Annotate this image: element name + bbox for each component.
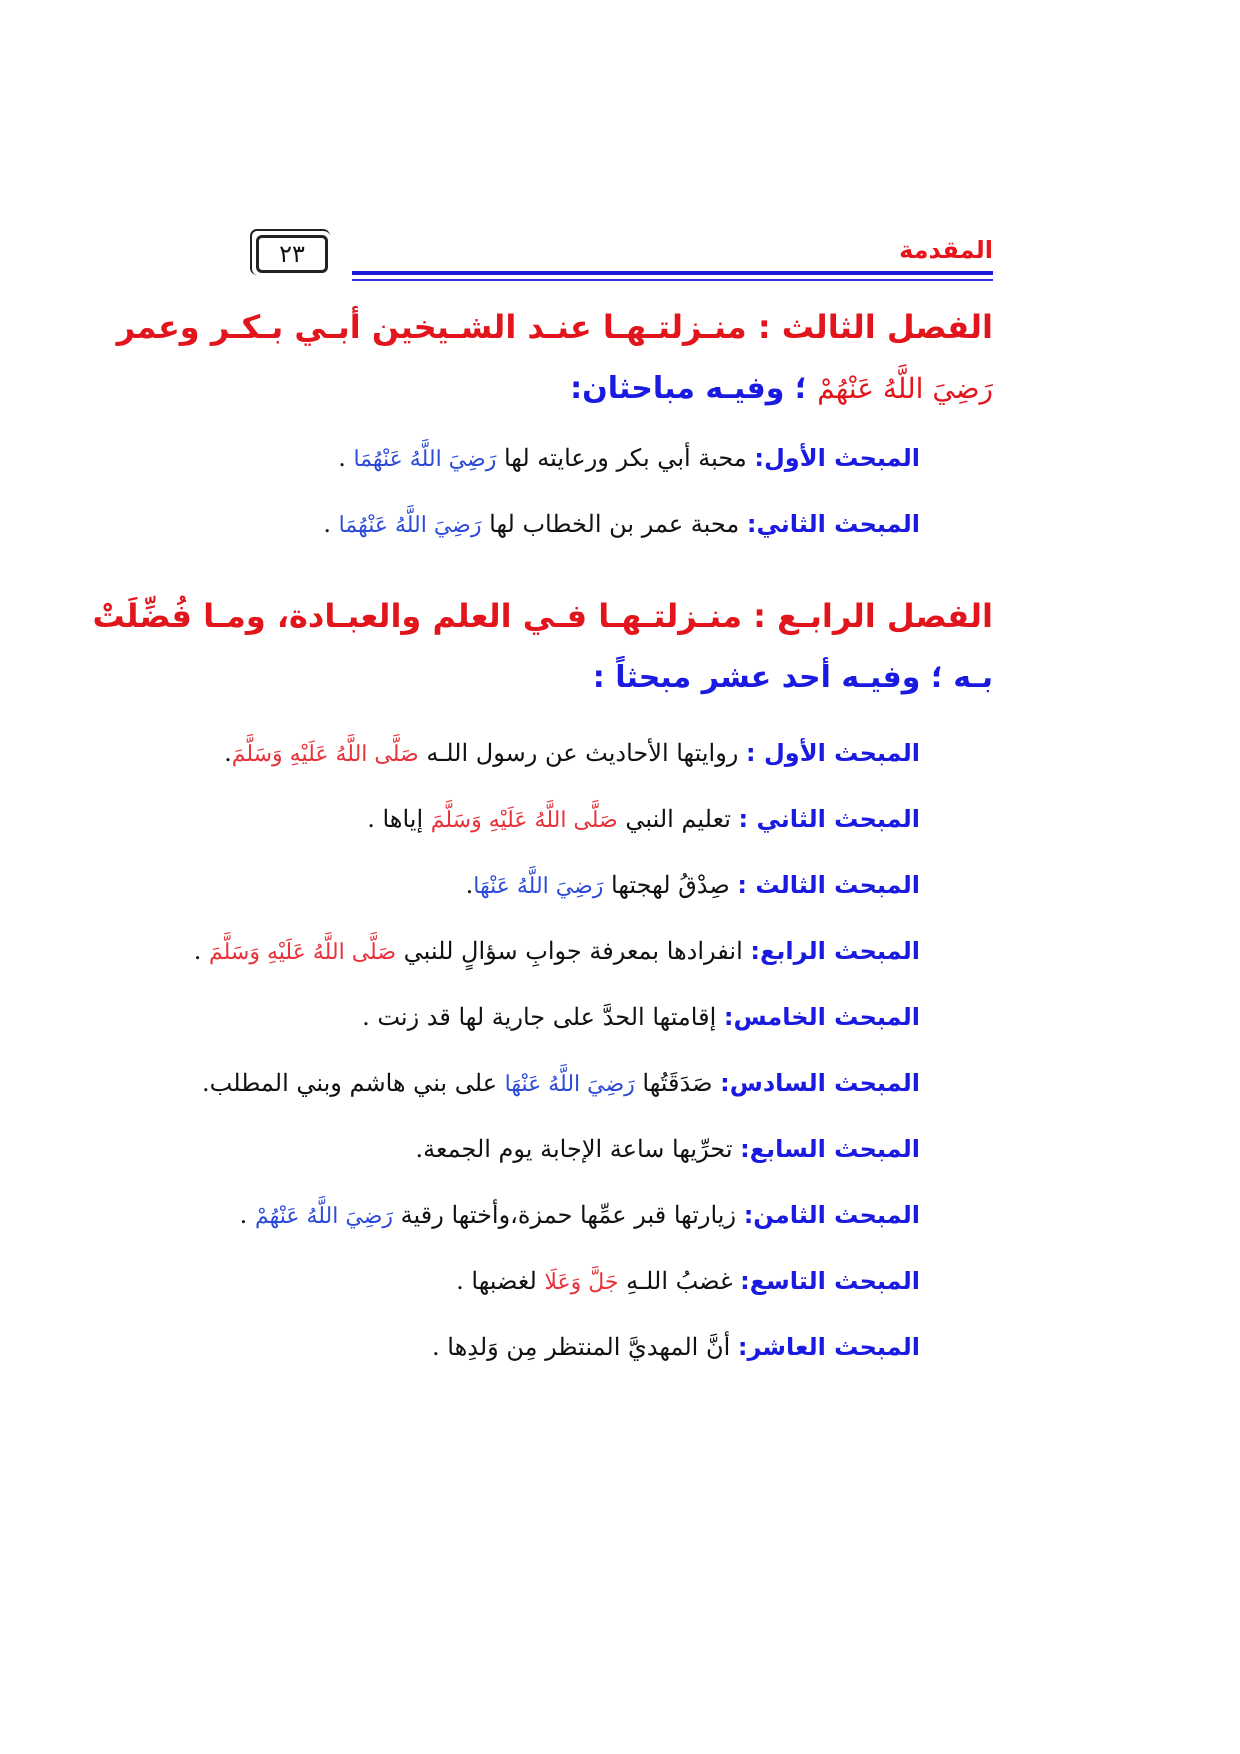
item-text: صِدْقُ لهجتها xyxy=(603,871,738,899)
item-end: . xyxy=(193,937,209,965)
chapter-4-item-3 xyxy=(466,867,920,905)
item-honorific: صَلَّى اللَّهُ عَلَيْهِ وَسَلَّمَ xyxy=(209,940,396,965)
item-honorific: رَضِيَ اللَّهُ عَنْهَا xyxy=(504,1072,635,1097)
item-end: إياها . xyxy=(367,805,431,833)
item-text: تحرِّيها ساعة الإجابة يوم الجمعة. xyxy=(415,1135,741,1163)
page-number-box xyxy=(256,235,328,273)
item-end: . xyxy=(323,510,339,538)
item-end: لغضبها . xyxy=(456,1267,545,1295)
item-text: تعليم النبي xyxy=(617,805,739,833)
header-rule xyxy=(352,271,993,275)
chapter-3-item-2 xyxy=(323,506,920,544)
item-label: المبحث السادس: xyxy=(720,1069,920,1097)
chapter-3-item-1 xyxy=(338,440,920,478)
chapter-4-item-4 xyxy=(194,933,920,971)
chapter-4-item-1 xyxy=(224,735,920,773)
item-honorific: صَلَّى اللَّهُ عَلَيْهِ وَسَلَّمَ xyxy=(430,808,618,833)
item-text: غضبُ اللـهِ xyxy=(618,1267,741,1295)
chapter-4-item-6 xyxy=(202,1065,920,1103)
item-honorific: رَضِيَ اللَّهُ عَنْهَا xyxy=(473,874,604,899)
item-text: زيارتها قبر عمِّها حمزة،وأختها رقية xyxy=(393,1201,744,1229)
chapter-3-heading xyxy=(116,307,993,409)
item-honorific: رَضِيَ اللَّهُ عَنْهُمَا xyxy=(353,447,497,472)
item-honorific: صَلَّى اللَّهُ عَلَيْهِ وَسَلَّمَ xyxy=(231,742,419,767)
item-label: المبحث الثامن: xyxy=(743,1201,920,1229)
item-text: أنَّ المهديَّ المنتظر مِن وَلدِها . xyxy=(432,1333,738,1361)
item-text: محبة أبي بكر ورعايته لها xyxy=(496,444,755,472)
item-label: المبحث التاسع: xyxy=(740,1267,920,1295)
item-label: المبحث الثالث : xyxy=(737,871,920,899)
item-text: محبة عمر بن الخطاب لها xyxy=(481,510,747,538)
chapter-4-subtitle: بـه ؛ وفيـه أحد عشر مبحثاً : xyxy=(592,660,993,695)
item-text: إقامتها الحدَّ على جارية لها قد زنت . xyxy=(362,1003,724,1031)
item-label: المبحث الأول: xyxy=(754,444,920,472)
chapter-4-item-9 xyxy=(456,1263,920,1301)
chapter-3-subtitle xyxy=(270,369,993,409)
chapter-4-item-8 xyxy=(240,1197,920,1235)
item-honorific: رَضِيَ اللَّهُ عَنْهُمَا xyxy=(338,513,482,538)
item-text: صَدَقَتُها xyxy=(634,1069,721,1097)
chapter-4-item-10 xyxy=(432,1329,920,1365)
item-text: روايتها الأحاديث عن رسول اللـه xyxy=(418,739,747,767)
item-label: المبحث الأول : xyxy=(746,739,920,767)
running-head: المقدمة xyxy=(899,236,993,264)
header-rule-thin xyxy=(352,279,993,281)
page-number: ٢٣ xyxy=(279,240,305,268)
chapter-3-sub-text: ؛ وفيـه مباحثان: xyxy=(570,371,807,406)
item-label: المبحث السابع: xyxy=(740,1135,920,1163)
item-end: على بني هاشم وبني المطلب. xyxy=(202,1069,505,1097)
item-label: المبحث الرابع: xyxy=(750,937,920,965)
item-end: . xyxy=(224,739,232,767)
item-label: المبحث الخامس: xyxy=(723,1003,920,1031)
chapter-3-title: الفصل الثالث : منـزلتـهـا عنـد الشـيخين أبـي بـكـر وعمر xyxy=(116,308,993,346)
item-honorific: جَلَّ وَعَلَا xyxy=(544,1270,619,1295)
item-label: المبحث العاشر: xyxy=(737,1333,920,1361)
item-label: المبحث الثاني: xyxy=(746,510,920,538)
item-end: . xyxy=(239,1201,255,1229)
item-label: المبحث الثاني : xyxy=(738,805,920,833)
chapter-4-item-2 xyxy=(367,801,920,839)
chapter-4-heading xyxy=(92,596,993,698)
chapter-4-item-5 xyxy=(362,999,920,1035)
item-honorific: رَضِيَ اللَّهُ عَنْهُمْ xyxy=(254,1204,394,1229)
item-end: . xyxy=(338,444,354,472)
chapter-3-honorific: رَضِيَ اللَّهُ عَنْهُمْ xyxy=(817,372,993,405)
chapter-4-title: الفصل الرابـع : منـزلتـهـا فـي العلم والعبـادة، ومـا فُضِّلَتْ xyxy=(92,597,993,635)
chapter-4-item-7 xyxy=(416,1131,921,1167)
item-end: . xyxy=(465,871,474,899)
item-text: انفرادها بمعرفة جوابِ سؤالٍ للنبي xyxy=(396,937,751,965)
